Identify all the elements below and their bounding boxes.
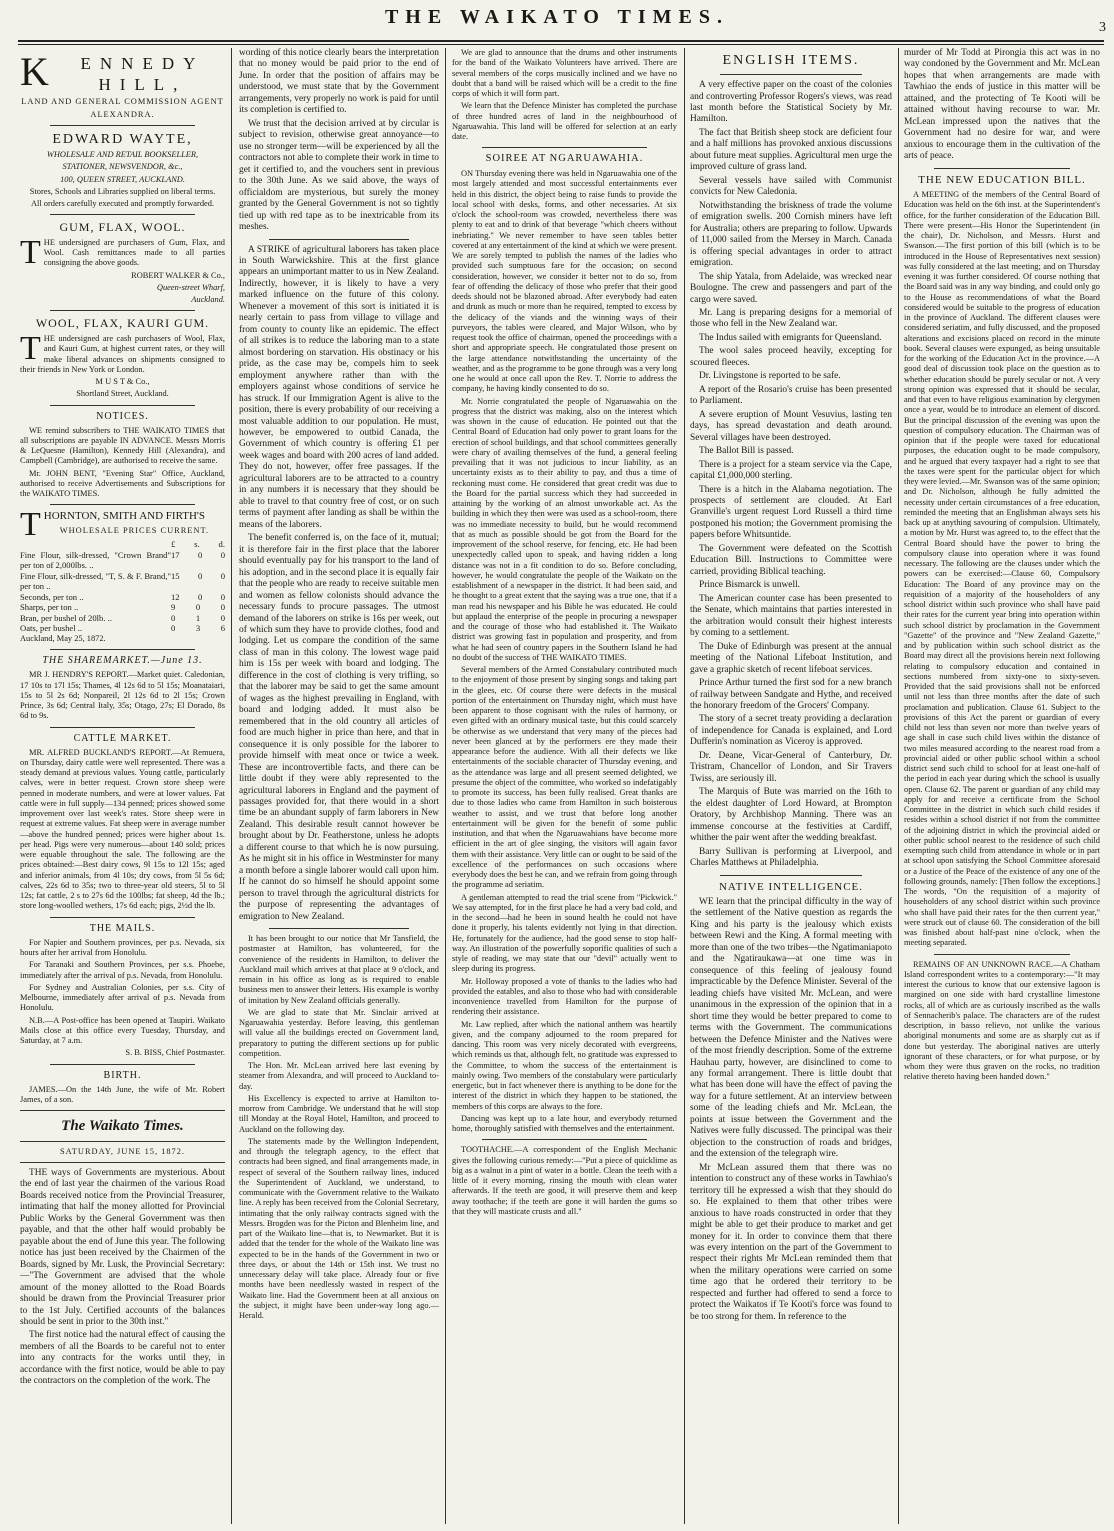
english-item: The Indus sailed with emigrants for Queensland. xyxy=(699,332,882,343)
price-pence: 0 xyxy=(220,570,225,581)
price-pence: 6 xyxy=(220,623,225,634)
wool-ad-body: HE undersigned are cash purchasers of Wool, Flax, and Kauri Gum, at highest current rates, or they will make liberal advances on shipments consigned to their friends in New York or London. xyxy=(20,334,225,374)
divider xyxy=(50,405,195,406)
gum-ad-address: Queen-street Wharf, xyxy=(156,282,225,292)
english-item: Prince Bismarck is unwell. xyxy=(699,580,801,591)
price-pounds: 15 xyxy=(171,570,180,581)
drop-cap-t: T xyxy=(20,506,41,544)
price-pence: 0 xyxy=(220,591,225,602)
drop-cap-t: T xyxy=(20,330,41,368)
english-item: Prince Arthur turned the first sod for a new branch of railway between Sandgate and Hythe, and received the honorary freedom of the Grocers' Company. xyxy=(690,678,892,711)
price-item: Fine Flour, silk-dressed, "T, S. & F. Brand," per ton .. xyxy=(20,570,171,592)
education-bill-heading: THE NEW EDUCATION BILL. xyxy=(918,173,1086,186)
notices-text: Mr. JOHN BENT, "Evening Star" Office, Auckland, authorised to receive Advertisements and Subscriptions for the WAIKATO TIMES. xyxy=(20,468,225,499)
divider xyxy=(50,649,195,650)
price-item: Seconds, per ton .. xyxy=(20,591,84,602)
sharemarket-heading: THE SHAREMARKET.—June 13. xyxy=(42,655,203,667)
english-item: Dr. Deane, Vicar-General of Canterbury, Dr. Tristram, Chancellor of London, and Sir Travers Twiss, are seriously ill. xyxy=(690,750,892,784)
newspaper-title: THE WAIKATO TIMES. xyxy=(384,6,730,28)
news-paragraph: We are glad to state that Mr. Sinclair arrived at Ngaruawahia yesterday. Before leaving, this gentleman will value all the buildings erected on Government land, preparatory to putting the different sections up for public competition. xyxy=(239,1007,439,1058)
currency-pence-label: d. xyxy=(218,539,225,550)
divider xyxy=(50,917,195,918)
english-item: The Ballot Bill is passed. xyxy=(699,446,794,457)
mails-text: N.B.—A Post-office has been opened at Taupiri. Waikato Mails close at this office every Tuesday, Thursday, and Saturday, at 7 a.m. xyxy=(20,1015,225,1046)
news-paragraph: We are glad to announce that the drums and other instruments for the band of the Waikato Volunteers have arrived. There are several members of the corps musically inclined and we have no doubt that a band will be raised which will be a credit to the fine corps of which it will form part. xyxy=(452,48,677,98)
price-row xyxy=(20,550,225,571)
price-item: Bran, per bushel of 20lb. .. xyxy=(20,612,112,623)
english-item: There is a hitch in the Alabama negotiation. The prospects of settlement are clouded. At Earl Granville's urgent request Lord Russell a third time postponed his motion; the Government promising the papers before Whitsuntide. xyxy=(690,484,892,541)
soiree-paragraph: ON Thursday evening there was held in Ngaruawahia one of the most largely attended and most successful entertainments ever held in this district, the object being to raise funds to provide the local school with desks, forms, and other necessaries. At six o'clock the school-room was crowded, nevertheless there was plenty to eat and to drink of that beverage "which cheers without inebriating." We never remember to have seen tables better covered at any entertainment of the kind at which we were present. We are sorely tempted to publish the names of the ladies who provided such sumptuous fare for the occasion; on second consideration, however, we consider it better not to do so, from fear of offending the delicacy of those who prefer that their good deeds should not be blazoned abroad. After everybody had eaten and drunk as much or more than he required, tempted to excess by the delicacy of the viands and the winning ways of their purveyors, the tables were cleared, and Major Wilson, who by request took the office of chairman, opened the proceedings with a short and appropriate speech. He congratulated those present on the large attendance notwithstanding the uncertainty of the weather, and as the programme to be gone through was a very long one he would at once call upon the Rev. T. Norrie to address the company, he having kindly consented to do so. xyxy=(452,169,677,394)
gum-ad-city: Auckland. xyxy=(191,295,225,305)
price-item: Sharps, per ton .. xyxy=(20,602,79,613)
wayte-text: All orders carefully executed and promptly forwarded. xyxy=(30,199,214,209)
divider xyxy=(720,875,862,876)
column-1 xyxy=(20,48,225,1524)
cattle-market-report: MR. ALFRED BUCKLAND'S REPORT.—At Remuera, on Thursday, dairy cattle were well represented. There was a steady demand at previous values. Young cattle, particularly calves, were in better request. Crown store sheep were penned in moderate numbers, and were at lower values. Fat cattle were in full supply—134 penned; prices showed some improvement over last week's rates. Store sheep were in request at extreme values. Fat sheep were in average number—above the hundred penned; prices were higher about 1s. per head. Pigs were very numerous—about 140 sold; prices were equable throughout the sale. The following are the prices obtained:—Best dairy cows, 9l 15s to 12l 15s; aged and inferior animals, from 4l 10s; dry cows, from 5l 5s 6d; calves, 22s 6d to 35s; two to three-year old steers, 5l to 5l 12s; fat cattle, 2 s to 27s 6d the 100lbs; fat sheep, 4d the lb.; store long-woolled wethers, 17s 6d each; pigs, 2½d the lb. xyxy=(20,747,225,911)
education-bill-report: A MEETING of the members of the Central Board of Education was held on the 6th inst. at the Superintendent's office, for the further consideration of the Education Bill. There were present—His Honor the Superintendent (in the chair), Dr. Nicholson, and Messrs. Hurst and Swanson.—The first portion of this bill (which is to be introduced in the House of Representatives next session) was fully considered at the last meeting; and on Thursday evening it was further considered. Of course nothing that the Board said was in any way binding, and could only go to the House as recommendations of what the Board considered would be suitable to the progress of education in the province of Auckland. The different clauses were considered seriatim, and fully discussed, and the proposed alterations and excisions placed on record in the minute book. Several clauses were expunged, as being unsuitable for the working of the Education Act in the province.—A good deal of discussion took place on the question as to whether education should be purely secular or not. A very strong opinion was expressed that it should be secular, and that even to have religious examination by clergymen once a year, would be to introduce an element of discord. But the principal discussion of the evening was upon the question of compulsory education. The Chairman was of opinion that if the people were taxed for educational purposes, the education ought to be made compulsory, and he argued that every taxpayer had a right to see that the taxes were spent for the particular object for which they were levied.—Mr. Swanson was of the same opinion; and Dr. Nicholson, although he fully admitted the necessity under certain circumstances of a free education, reminded the meeting that an Englishman always sets his back up at anything savouring of compulsion. Ultimately, a motion by Mr. Hurst was agreed to, to the effect that the Central Board should have the power to bring the compulsory clause into operation where it was found necessary. The following are the clauses under which the powers can be exercised:—Clause 60, Compulsory Education: The Board of any province may on the requisition of a majority of the householders of any school district within such province who shall have paid their rates for the current year bring into operation within such school district by proclamation in the Government "Gazette" of the province and "New Zealand Gazette," and by publication within such school district as the Board may direct all the provisions herein next following relating to compulsory education and contained in sections numbered from sixty-one to sixty-seven. Provided that the said provisions shall not be enforced until not less than three months after the date of such proclamation and publication. Clause 61. Subject to the provisions of this Act the parent or guardian of every child not less than seven nor more than twelve years of age shall in case such child lives within the distance of two miles measured according to the nearest road from a provincial aided or other public school within a school district send such child to school for at least one-half of the period in each year during which the school is usually open. Clause 62. The parent or guardian of any child may apply for and receive a certificate from the School Committee in the district in which such child resides if resides within a school district if not from the committee of the adjoining district in which the provincial aided or other public school nearest to the residence of such child exempting such child from attendance in whole or in part at school upon satisfying the School Committee aforesaid or a Justice of the Peace of the existence of any one of the following grounds, namely: [Then follow the exceptions.] The words, "On the requisition of a majority of householders of any school district within such province who shall have paid their rates for the then current year," were struck out of clause 60. The consideration of the bill was finished about half-past nine o'clock, when the meeting separated. xyxy=(904,190,1100,948)
english-item: The Government were defeated on the Scottish Education Bill. Instructions to Committee were carried, providing Biblical teaching. xyxy=(690,543,892,577)
column-divider xyxy=(231,48,232,1524)
soiree-paragraph: Several members of the Armed Constabulary contributed much to the enjoyment of those present by singing songs and taking part in the glees, etc. Of course there were defects in the musical portion of the entertainment on Thursday night, which must have been apparent to those cognisant with the rules of harmony, or even gifted with an ordinary musical taste, but this could scarcely be otherwise as we understand that very many of the pieces had never been glanced at by the performers ere they made their appearance before the audience. With all their defects we like entertainments of the sociable character of Thursday evening, and as the attendance was large and all present seemed delighted, we presume the object of the committee, who worked so indefatigably to promote its success, has been fully realised. Great thanks are due to those ladies who came from Hamilton in such boisterous weather to assist, and we trust that before long another entertainment will be given for the benefit of some public institution, and that when the Ngaruawahians have become more efficient in the art of glee singing, the visitors will again favor them with their assistance. Very little can or ought to be said of the excellence of the performances on such occasions where everybody does the best he can, and we refrain from going through the programme ad seriatim. xyxy=(452,665,677,890)
toothache-paragraph: TOOTHACHE.—A correspondent of the English Mechanic gives the following curious remedy:—"Put a piece of quicklime as big as a walnut in a pint of water in a bottle. Clean the teeth with a little of it every morning, rinsing the mouth with clean water afterwards. If the teeth are good, it will preserve them and keep away toothache; if the teeth are gone it will harden the gums so that they will masticate crusts and all." xyxy=(452,1145,677,1216)
divider xyxy=(720,74,862,75)
news-paragraph: The Hon. Mr. McLean arrived here last evening by steamer from Alexandra, and will proceed to Auckland to-day. xyxy=(239,1061,439,1091)
strike-article: A STRIKE of agricultural laborers has taken place in South Warwickshire. This at the first glance appears an unimportant matter to us in New Zealand. Indirectly, however, it is likely to have a very marked influence on the future of this colony. Whenever a movement of this sort is initiated it is nearly certain to pass from village to village and from county to county like an epidemic. The effect of all strikes is to reduce the laboring man to a state almost bordering on starvation. His obstinacy or his pride, as the case may be, compels him to seek employment anywhere rather than with the employers against whose conditions of service he has struck. If our Immigration Agent is alive to the position, there is every probability of our receiving a most valuable addition to our population. He must, however, be empowered to outbid Canada, the Government of which country is offering £1 per week wages and board with 200 acres of land added. They do not, however, offer free passages. If the agricultural laborers are to be attracted to a country in any numbers it is necessary that they should be able to travel to that country free of cost, or on such terms of payment after landing as shall be within the means of the laborers. xyxy=(239,244,439,530)
english-item: Mr. Lang is preparing designs for a memorial of those who fell in the New Zealand war. xyxy=(690,307,892,330)
price-pence: 0 xyxy=(220,602,225,613)
sharemarket-report: MR J. HENDRY'S REPORT.—Market quiet. Caledonian, 17 10s to 17l 15s; Thames, 4l 12s 6d to 5l 15s; Moanataiari, 15s to 5l 2s 6d; Nonpareil, 2l 12s 6d to 2l 15s; Crown Prince, 3s 6d; Central Italy, 35s; Otago, 27s; El Dorado, 8s 6d to 9s. xyxy=(20,670,225,721)
divider xyxy=(50,504,195,505)
english-item: The Marquis of Bute was married on the 16th to the eldest daughter of Lord Howard, at Brompton Oratory, by Archbishop Manning. There was an immense concourse at the festivities at Cardiff, whither the pair went after the wedding breakfast. xyxy=(690,787,892,844)
price-pounds: 12 xyxy=(171,591,180,602)
english-item: The American counter case has been presented to the Senate, which maintains that parties interested in the arbitration would consult their highest interests by coming to a settlement. xyxy=(690,593,892,639)
english-item: The fact that British sheep stock are deficient four and a half millions has provoked anxious discussions about future meat supplies. Agricultural men urge the improved culture of grass land. xyxy=(690,127,892,173)
news-paragraph: It has been brought to our notice that Mr Tansfield, the postmaster at Hamilton, has volunteered, for the convenience of the residents in Hamilton, to deliver the Auckland mail which arrives at that place at 9 o'clock, and remain in his office as long as is required to enable business men to answer their letters. His example is worthy of imitation by New Zealand officials generally. xyxy=(239,934,439,1005)
kennedy-hill-ad-title xyxy=(20,49,225,95)
wayte-ad-title: EDWARD WAYTE, xyxy=(52,131,193,147)
strike-article: The benefit conferred is, on the face of it, mutual; it is therefore fair in the first place that the laborer should eventually pay for his transport to the land of his adoption, and in the second place it is equally fair that the people who are ready to receive suitable men and women as fellow colonists should advance the necessary funds to procure passages. The utmost demand of the laborers on strike is 16s per week, out of which sum they have to provide clothes, food and lodging. Let us compare the condition of the same class of man in this colony. The lowest wage paid him is 15s per week with board and lodging. The difference in the cost of clothing is very trifling, so that the laborer may be said to get the same amount of wages as the highest prevailing in England, with board and lodging added. It must also be remembered that in the old country all articles of food are much higher in price than here, and that in consequence it is only possible for the laborer to provide himself with meat once or twice a week. These are incontrovertible facts, and there can be little doubt if they were ably represented to the agricultural laborers in England and the payment of passages provided for, that there would in a short time be an abundant supply of farm laborers in New Zealand. This desirable result cannot however be brought about by Dr. Featherstone, unless he adopts a different course to that which he is now pursuing. As he might sit in his office in Westminster for many a month before a single laborer would call upon him. If he cannot do so himself he should appoint some person to travel through the agricultural districts for the purpose of representing the advantages of emigration to New Zealand. xyxy=(239,533,439,922)
price-pounds: 9 xyxy=(171,602,176,613)
column-divider xyxy=(898,48,899,1524)
unknown-race-paragraph: REMAINS OF AN UNKNOWN RACE.—A Chatham Island correspondent writes to a contemporary:—"It may interest the curious to know that our extensive lagoon is margined on one side with hard crystalline limestone rocks, all of which are as curiously inscribed as the walls of Sennacherib's palace. The characters are of the rudest description, in basso relievo, not unlike the various aboriginal monuments and some are as sharply cut as if done but yesterday. The aboriginal natives are utterly ignorant of these characters, or for what purpose, or by whom they were thus graven on the rocks, no tradition relative thereto having been handed down." xyxy=(904,959,1100,1082)
price-shillings: 0 xyxy=(198,591,203,602)
price-shillings: 0 xyxy=(195,602,201,613)
english-item: A very effective paper on the coast of the colonies and controverting Professor Rogers's views, was read last month before the Statistical Society by Mr. Hamilton. xyxy=(690,80,892,125)
wayte-text: Stores, Schools and Libraries supplied on liberal terms. xyxy=(29,186,216,196)
english-item: There is a project for a steam service via the Cape, capital £1,000,000 sterling. xyxy=(690,459,892,482)
wool-ad-address: Shortland Street, Auckland. xyxy=(76,389,169,399)
cattle-market-heading: CATTLE MARKET. xyxy=(73,732,172,744)
english-item: A report of the Rosario's cruise has been presented to Parliament. xyxy=(690,384,892,407)
issue-date: SATURDAY, JUNE 15, 1872. xyxy=(60,1146,185,1156)
soiree-paragraph: A gentleman attempted to read the trial scene from "Pickwick." We say attempted, for in the first place he had a very bad cold, and in the second—had he been in sound health he could not have done it properly, his talents evidently not lying in that direction. He, fortunately for the audience, had the good sense to stop half-way. An illustration of the powerfully soporific qualities of such a style of reading, we may state that our "devil" actually went to sleep during its progress. xyxy=(452,892,677,974)
birth-notice: JAMES.—On the 14th June, the wife of Mr. Robert James, of a son. xyxy=(20,1084,225,1105)
currency-shillings-label: s. xyxy=(194,539,200,550)
column-divider xyxy=(684,48,685,1524)
leader-paragraph: The first notice had the natural effect of causing the members of all the Boards to be careful not to enter into any contracts for the works until they, in accordance with the first notice, would be able to pay the contractors on the completion of the work. The xyxy=(20,1330,225,1387)
soiree-paragraph: Mr. Law replied, after which the national anthem was heartily given, and the company adjourned to the room prepared for dancing. This room was very nicely decorated with evergreens, which reminds us that, although felt, no gratitude was expressed to the Committee, to whom the success of the entertainment is mainly owing. Two members of the constabulary were particularly energetic, but in fact whenever there is anything to be done for the interest of the district in which they happen to be stationed, the members of this corps are always to the fore. xyxy=(452,1019,677,1111)
english-item: Dr. Livingstone is reported to be safe. xyxy=(699,371,841,382)
english-items-list xyxy=(690,80,892,869)
english-item: The ship Yatala, from Adelaide, was wrecked near Boulogne. The crew and passengers and part of the cargo were saved. xyxy=(690,271,892,305)
price-row xyxy=(20,592,225,602)
price-shillings: 1 xyxy=(195,612,201,623)
leader-continuation: wording of this notice clearly bears the interpretation that no money would be paid prior to the end of June. In order that the position of affairs may be understood, we must state that by the Government arrangements, very properly no work is paid for until its completion is certified to. xyxy=(239,48,439,116)
divider xyxy=(50,1064,195,1065)
price-item: Fine Flour, silk-dressed, "Crown Brand" per ton of 2,000lbs. .. xyxy=(20,549,171,571)
mails-text: For Napier and Southern provinces, per p.s. Nevada, six hours after her arrival from Honolulu. xyxy=(20,937,225,958)
mails-text: For Sydney and Australian Colonies, per s.s. City of Melbourne, immediately after arrival of p.s. Nevada from Honolulu. xyxy=(20,982,225,1013)
prices-list xyxy=(20,550,225,634)
leader-paragraph: We trust that the decision arrived at by circular is subject to revision, otherwise great annoyance—to use no stronger term—will be experienced by all the contractors not able to complete their work in time to get it certified to, and the vouchers sent in previous to the 30th June. As we said above, the ways of officialdom are mysterious, but surely the money granted by the General Government is not so tightly tied up with red tape as to be inextricable from its meshes. xyxy=(239,118,439,233)
news-paragraph: The statements made by the Wellington Independent, and through the telegraph agency, to the effect that contracts had been signed, and final arrangements made, in respect of several of the Southern railway lines, induced the Superintendent of Auckland, we understand, to communicate with the Government relative to the Waikato line. A reply has been received from the Colonial Secretary, intimating that the only railway contracts signed with the Messrs. Brogden was for the Picton and Blenheim line, and part of the Waikato line—that is, to Newmarket. But it is added that the tender for the whole of the Waikato line was expected to be in the hands of the Government in two or three days, or about the 14th or 15th inst. We trust no unnecessary delay will take place. Already four or five months have been needlessly wasted in respect of the Waikato line. Had the Government been at all anxious on the subject, it might have been under-way long ago.—Herald. xyxy=(239,1136,439,1321)
drop-cap: K xyxy=(20,49,58,94)
page-number: 3 xyxy=(1099,20,1106,35)
kennedy-title: ENNEDY HILL, xyxy=(80,54,205,94)
column-divider xyxy=(445,48,446,1524)
native-continuation: murder of Mr Todd at Pirongia this act was in no way condoned by the Government and Mr. McLean hopes that when arrangements are made with Tawhiao the ends of justice in this matter will be attained, and the protecting of Te Kooti will be attained without having recourse to war. Mr. McLean impressed upon the natives that the Government had no desire for war, and were anxious to encourage them in the cultivation of the arts of peace. xyxy=(904,48,1100,162)
masthead-rule-thin xyxy=(18,44,1104,45)
column-3 xyxy=(452,48,677,1524)
mails-text: For Taranaki and Southern Provinces, per s.s. Phoebe, immediately after the arrival of p.s. Nevada, from Honolulu. xyxy=(20,960,225,980)
price-row xyxy=(20,571,225,592)
drop-cap-t: T xyxy=(20,233,41,271)
gum-ad-signature: ROBERT WALKER & Co., xyxy=(131,270,225,280)
wool-ad-signature: M U S T & Co., xyxy=(95,377,150,387)
wool-ad-title: WOOL, FLAX, KAURI GUM. xyxy=(35,316,210,331)
soiree-paragraph: Mr. Holloway proposed a vote of thanks to the ladies who had provided the eatables, and also to those who had with considerable inconvenience travelled from Hamilton for the purpose of rendering their assistance. xyxy=(452,976,677,1017)
wayte-line: STATIONER, NEWSVENDOR, &c., xyxy=(62,162,183,172)
currency-pounds-label: £ xyxy=(171,539,176,550)
price-pounds: 0 xyxy=(171,612,176,623)
column-4 xyxy=(690,48,892,1524)
price-row xyxy=(20,602,225,612)
native-paragraph: WE learn that the principal difficulty in the way of the settlement of the Native question as regards the King and his party is the jealousy which exists between Rewi and the King. A formal meeting with more than one of the two tribes—the Ngatimaniapoto and the Ngatiraukawa—at one time was in consequence of this feeling of jealousy found impracticable by the Defence Minister. Several of the leading chiefs have visited Mr. McLean, and were unanimous in the expression of the opinion that in a short time they would be better prepared to come to terms with the Government. The communications between the Defence Minister and the Natives were of the most friendly description. Some of the extreme Hauhau party, however, are disinclined to come to any formal arrangement. There is little doubt that what has been done will have the effect of paving the way for a future settlement. At an interview between some of the leading chiefs and Mr. McLean, the points at issue between the Government and the Natives were fully discussed. The principal was their objection to the construction of roads and bridges, and the extension of the telegraph wire. xyxy=(690,896,892,1160)
divider xyxy=(50,310,195,311)
soiree-paragraph: Mr. Norrie congratulated the people of Ngaruawahia on the progress that the district was making, also on the interest which was shown in the cause of education. He pointed out that the Central Board of Education had only power to grant loans for the erection of school buildings, and that school committees generally were chary of availing themselves of the fund, a general feeling prevailing that it was not judicious to incur liability, as an uncertainty exists as to their ability to pay, and thus a time of reckoning must come. He considered that great credit was due to the Board for the partial success which they had succeeded in attaining by the working of an almost unworkable act. As the building in which they then were was used as a school-room, there was no immediate necessity to build, but he would recommend that as much as possible should be got from the Board for the improvement of the school reserve, for fencing, etc. He had been unexpectedly called upon to speak, and having ridden a long distance was not in a fit condition to do so. Before concluding, however, he would congratulate the people of the Waikato on the establishment of a newspaper in the district. It had been said, and he thought to a great extent that the saying was a true one, that if a man read his newspaper and his Bible he was educated. He could but applaud the enterprise of the people in procuring a newspaper and the courage of those who had established it. The Waikato district was growing fast in population and prosperity, and from what he had seen of country papers in the Southern Island he had no doubt of the success of THE WAIKATO TIMES. xyxy=(452,396,677,662)
wayte-line: WHOLESALE AND RETAIL BOOKSELLER, xyxy=(46,150,199,160)
prices-header-row xyxy=(20,539,225,549)
english-item: Barry Sullivan is performing at Liverpool, and Charles Matthews at Philadelphia. xyxy=(690,846,892,869)
english-item: The Duke of Edinburgh was present at the annual meeting of the National Lifeboat Institution, and gave a graphic sketch of recent lifeboat services. xyxy=(690,641,892,675)
english-item: The story of a secret treaty providing a declaration of independence for Canada is explained, and Lord Dufferin's nomination as Viceroy is approved. xyxy=(690,714,892,748)
price-shillings: 0 xyxy=(198,549,203,560)
masthead-rule xyxy=(18,40,1104,42)
kennedy-line: LAND AND GENERAL COMMISSION AGENT xyxy=(21,97,224,107)
divider xyxy=(269,928,409,929)
price-pounds: 17 xyxy=(171,549,180,560)
price-row xyxy=(20,623,225,633)
price-row xyxy=(20,613,225,623)
gum-ad-body: HE undersigned are purchasers of Gum, Flax, and Wool. Cash remittances made to all parties consigning the above goods. xyxy=(43,237,225,268)
notices-text: WE remind subscribers to THE WAIKATO TIMES that all subscriptions are payable IN ADVANCE. Messrs Morris & LeQuesne (Hamilton), Kennedy Hill (Alexandra), and Campbell (Cambridge), are authorised to receive the same. xyxy=(20,425,225,466)
divider xyxy=(482,147,647,148)
divider xyxy=(482,1139,647,1140)
column-2 xyxy=(239,48,439,1524)
divider xyxy=(20,1110,225,1111)
soiree-heading: SOIREE AT NGARUAWAHIA. xyxy=(485,153,644,165)
price-pounds: 0 xyxy=(171,623,176,634)
divider xyxy=(20,1141,225,1142)
price-item: Oats, per bushel .. xyxy=(20,623,83,634)
news-paragraph: We learn that the Defence Minister has completed the purchase of three hundred acres of land in the neighbourhood of Ngaruawahia. This land will be offered for selection at an early date. xyxy=(452,101,677,141)
english-item: Notwithstanding the briskness of trade the volume of emigration swells. 200 Cornish miners have left for Australia; others are preparing to follow. Upwards of 11,000 sailed from the Mersey in March. Canada is offering special advantages in order to attract emigration. xyxy=(690,200,892,269)
notices-heading: NOTICES. xyxy=(96,410,149,422)
paper-nameplate: The Waikato Times. xyxy=(61,1118,184,1135)
divider xyxy=(20,1162,225,1163)
english-item: A severe eruption of Mount Vesuvius, lasting ten days, has spread devastation and death around. Several villages have been destroyed. xyxy=(690,409,892,443)
divider xyxy=(50,125,195,126)
divider xyxy=(934,168,1070,169)
native-intelligence-heading: NATIVE INTELLIGENCE. xyxy=(718,880,864,893)
price-pence: 0 xyxy=(220,612,225,623)
price-shillings: 0 xyxy=(198,570,203,581)
news-paragraph: His Excellency is expected to arrive at Hamilton to-morrow from Cambridge. We understand that he will stop till Monday at the Royal Hotel, Hamilton, and proceed to Auckland on the following day. xyxy=(239,1093,439,1134)
divider xyxy=(50,727,195,728)
prices-date: Auckland, May 25, 1872. xyxy=(20,633,106,643)
gum-ad-title: GUM, FLAX, WOOL. xyxy=(59,220,186,235)
divider xyxy=(934,954,1070,955)
english-item: Several vessels have sailed with Communist convicts for New Caledonia. xyxy=(690,175,892,198)
price-pence: 0 xyxy=(220,549,225,560)
price-shillings: 3 xyxy=(195,623,201,634)
divider xyxy=(50,214,195,215)
masthead xyxy=(0,0,1114,46)
mails-heading: THE MAILS. xyxy=(89,922,156,934)
english-items-heading: ENGLISH ITEMS. xyxy=(722,53,860,68)
thornton-ad-title: HORNTON, SMITH AND FIRTH'S xyxy=(43,510,206,523)
english-item: The wool sales proceed heavily, excepting for scoured fleeces. xyxy=(690,346,892,368)
thornton-ad-subtitle: WHOLESALE PRICES CURRENT. xyxy=(59,525,210,535)
divider xyxy=(269,239,409,240)
birth-heading: BIRTH. xyxy=(103,1069,142,1081)
native-paragraph: Mr McLean assured them that there was no intention to construct any of these works in Tawhiao's territory till he expressed a wish that they should do so. He explained to them that other tribes were anxious to have roads constructed in order that they might be able to get their produce to market and get money for it. In order to convince them that there was every intention on the part of the Government to respect their rights Mr McLean reminded them that when the military operations were carried on some time ago that he ordered their territory to be respected and further had offered to send a force to protect the Waikatos if Te Kooti's force was found to be too strong for them. In reference to the xyxy=(690,1162,892,1322)
leader-paragraph: THE ways of Governments are mysterious. About the end of last year the chairmen of the various Road Boards received notice from the Provincial Treasurer, intimating that half the money allotted for Provincial Public Works by the General Government was then payable, and that the other half would probably be payable about the end of June this year. The following notice has just been received by the Chairmen of the Boards, signed by Mr. Lusk, the Provincial Secretary:—"The Government are advised that the whole amount of the money allotted to the Road Boards should be drawn from the Provincial Treasurer prior to the 1st July. Certified accounts of the balances should be sent in prior to the 30th inst." xyxy=(20,1167,225,1327)
soiree-paragraph: Dancing was kept up to a late hour, and everybody returned home, thoroughly satisfied with themselves and the entertainment. xyxy=(452,1113,677,1134)
wayte-address: 100, QUEEN STREET, AUCKLAND. xyxy=(60,174,185,184)
column-5 xyxy=(904,48,1100,1524)
kennedy-location: ALEXANDRA. xyxy=(90,109,155,119)
mails-signature: S. B. BISS, Chief Postmaster. xyxy=(125,1048,225,1058)
